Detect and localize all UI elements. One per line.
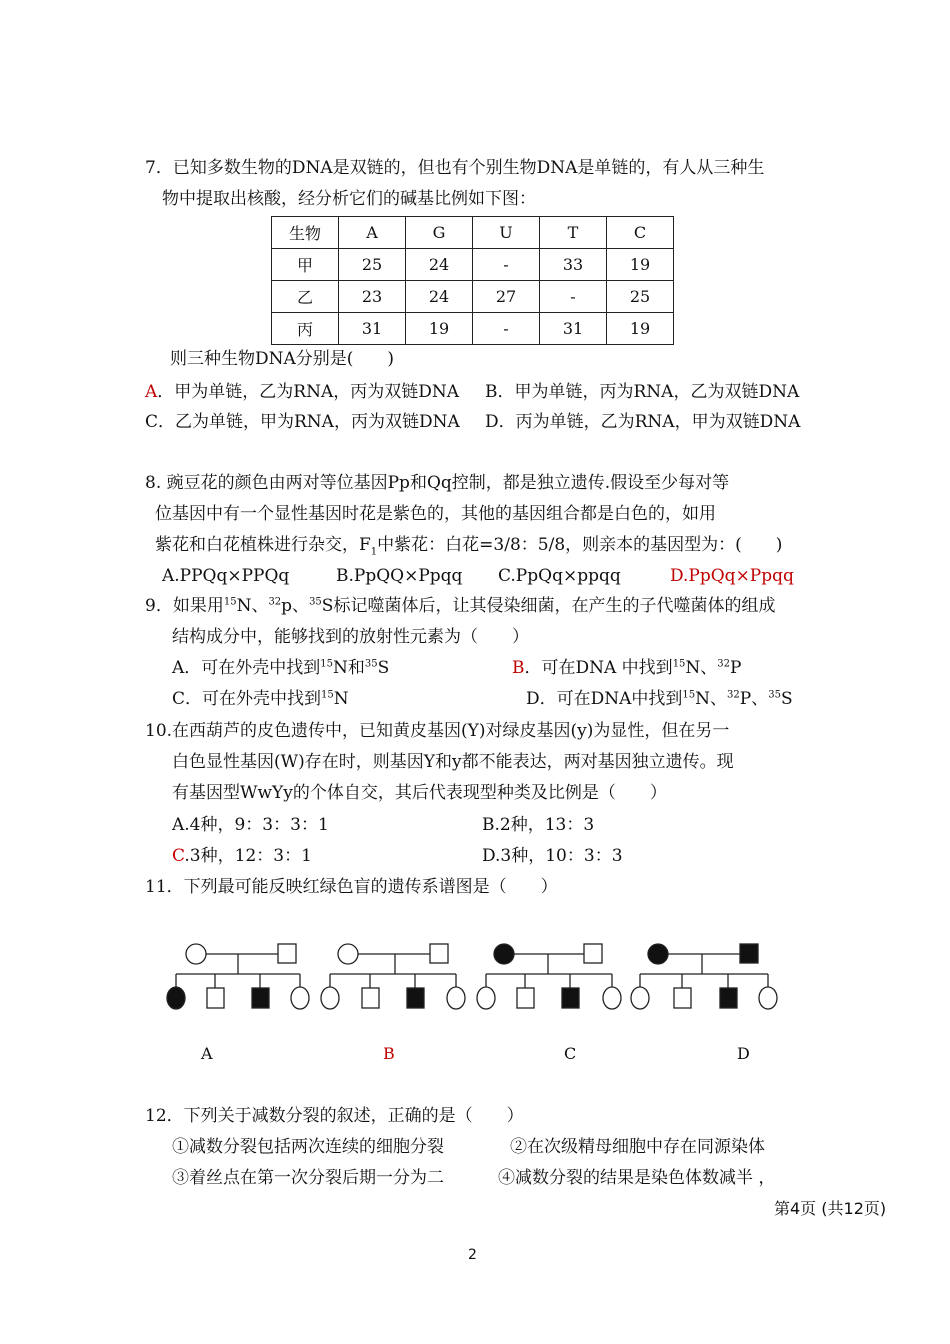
table-cell: 丙 bbox=[272, 313, 339, 345]
q12-item-1: ①减数分裂包括两次连续的细胞分裂 bbox=[172, 1137, 444, 1157]
q9-options-cd bbox=[172, 687, 793, 711]
table-cell: 24 bbox=[406, 281, 473, 313]
superscript-35: 35 bbox=[309, 596, 322, 608]
q8-option-c: C.PpQq×ppqq bbox=[498, 566, 621, 586]
male-normal-icon bbox=[430, 944, 448, 963]
pedigree-a bbox=[167, 944, 309, 1009]
pedigree-charts bbox=[160, 930, 785, 1020]
male-normal-icon bbox=[207, 988, 224, 1008]
table-cell: - bbox=[540, 281, 607, 313]
q8-option-a: A.PPQq×PPQq bbox=[162, 566, 290, 586]
table-header-cell: C bbox=[607, 217, 674, 249]
male-normal-icon bbox=[278, 944, 296, 963]
table-header-cell: A bbox=[339, 217, 406, 249]
q7-option-a-letter: A bbox=[145, 382, 158, 402]
q9-line1-part3: p、 bbox=[281, 596, 310, 616]
q9-line2: 结构成分中，能够找到的放射性元素为（ ） bbox=[172, 627, 529, 647]
q12-item-4: ④减数分裂的结果是染色体数减半 ， bbox=[498, 1168, 776, 1188]
q9-option-d-part4: S bbox=[780, 689, 793, 709]
q10-option-c-letter: C bbox=[172, 846, 185, 866]
q12-item-3: ③着丝点在第一次分裂后期一分为二 bbox=[172, 1168, 444, 1188]
q10-line2: 白色显性基因(W)存在时，则基因Y和y都不能表达，两对基因独立遗传。现 bbox=[172, 752, 734, 772]
male-normal-icon bbox=[584, 944, 602, 963]
female-normal-icon bbox=[338, 944, 358, 964]
superscript-32: 32 bbox=[268, 596, 282, 608]
q9-line1-part4: S标记噬菌体后，让其侵染细菌，在产生的子代噬菌体的组成 bbox=[321, 596, 776, 616]
table-cell: 25 bbox=[607, 281, 674, 313]
superscript-15: 15 bbox=[321, 689, 334, 701]
table-cell: 31 bbox=[339, 313, 406, 345]
female-affected-icon bbox=[167, 987, 185, 1009]
male-affected-icon bbox=[740, 944, 758, 963]
q7-line1: 7．已知多数生物的DNA是双链的，但也有个别生物DNA是单链的，有人从三种生 bbox=[145, 158, 765, 178]
q7-option-a: ．甲为单链，乙为RNA，丙为双链DNA bbox=[157, 382, 460, 402]
male-affected-icon bbox=[720, 988, 737, 1008]
pedigree-b bbox=[321, 944, 465, 1009]
q12-line1: 12．下列关于减数分裂的叙述，正确的是（ ） bbox=[145, 1106, 524, 1126]
q12-item-2: ②在次级精母细胞中存在同源染体 bbox=[510, 1137, 765, 1157]
superscript-15: 15 bbox=[320, 658, 334, 670]
pedigree-label-b: B bbox=[383, 1044, 395, 1063]
q7-stem: 则三种生物DNA分别是( ) bbox=[170, 349, 395, 369]
page-number: 2 bbox=[468, 1247, 477, 1263]
q8-line3 bbox=[155, 533, 782, 557]
male-normal-icon bbox=[362, 988, 379, 1008]
table-header-row bbox=[272, 217, 674, 249]
q9-option-a: A．可在外壳中找到 bbox=[172, 658, 321, 678]
page-info: 第4页 (共12页) bbox=[774, 1199, 887, 1218]
q9-option-d-part2: N、 bbox=[695, 689, 728, 709]
table-cell: 33 bbox=[540, 249, 607, 281]
male-normal-icon bbox=[674, 988, 691, 1008]
table-cell: 乙 bbox=[272, 281, 339, 313]
female-normal-icon bbox=[447, 987, 465, 1009]
male-affected-icon bbox=[562, 988, 579, 1008]
pedigree-c bbox=[477, 944, 621, 1009]
q9-option-d bbox=[526, 687, 793, 711]
q10-option-b: B.2种，13：3 bbox=[482, 815, 595, 835]
female-affected-icon bbox=[494, 944, 514, 964]
q9-line1-part2: N、 bbox=[236, 596, 269, 616]
male-affected-icon bbox=[252, 988, 269, 1008]
q10-option-c: .3种，12：3：1 bbox=[184, 846, 312, 866]
superscript-15: 15 bbox=[672, 658, 686, 670]
female-normal-icon bbox=[291, 987, 309, 1009]
superscript-32: 32 bbox=[727, 689, 740, 701]
q8-option-d: D.PpQq×Ppqq bbox=[670, 566, 794, 586]
q8-line3-part2: 中紫花：白花=3/8：5/8，则亲本的基因型为：( ) bbox=[377, 535, 783, 555]
q10-option-d: D.3种，10：3：3 bbox=[482, 846, 623, 866]
q7-line2: 物中提取出核酸，经分析它们的碱基比例如下图： bbox=[162, 189, 536, 209]
table-header-cell: U bbox=[473, 217, 540, 249]
table-cell: 27 bbox=[473, 281, 540, 313]
pedigree-label-d: D bbox=[737, 1044, 750, 1063]
q9-option-a-part2: N和 bbox=[333, 658, 365, 678]
pedigree-label-a: A bbox=[201, 1044, 213, 1063]
table-cell: 23 bbox=[339, 281, 406, 313]
superscript-32: 32 bbox=[717, 658, 731, 670]
superscript-15: 15 bbox=[223, 596, 237, 608]
table-cell: 甲 bbox=[272, 249, 339, 281]
q10-options-cd bbox=[172, 844, 623, 868]
female-affected-icon bbox=[648, 944, 668, 964]
pedigree-d bbox=[631, 944, 777, 1009]
q7-option-b: B．甲为单链，丙为RNA，乙为双链DNA bbox=[485, 382, 800, 402]
q9-option-d-part3: P、 bbox=[739, 689, 769, 709]
q10-line3: 有基因型WwYy的个体自交，其后代表现型种类及比例是（ ） bbox=[172, 783, 667, 803]
q7-option-d: D．丙为单链，乙为RNA，甲为双链DNA bbox=[485, 412, 801, 432]
table-cell: 31 bbox=[540, 313, 607, 345]
male-affected-icon bbox=[407, 988, 424, 1008]
female-normal-icon bbox=[477, 987, 495, 1009]
superscript-35: 35 bbox=[768, 689, 781, 701]
table-row bbox=[272, 313, 674, 345]
q8-line1: 8. 豌豆花的颜色由两对等位基因Pp和Qq控制，都是独立遗传.假设至少每对等 bbox=[145, 473, 730, 493]
base-ratio-table bbox=[271, 216, 674, 345]
q11-line1: 11．下列最可能反映红绿色盲的遗传系谱图是（ ） bbox=[145, 877, 558, 897]
q7-options-ab bbox=[145, 380, 800, 404]
q8-line3-part1: 紫花和白花植株进行杂交，F bbox=[155, 535, 371, 555]
q9-option-b bbox=[512, 656, 741, 680]
q10-options-ab bbox=[172, 813, 595, 837]
q9-option-d-part1: D．可在DNA中找到 bbox=[526, 689, 683, 709]
table-cell: 19 bbox=[406, 313, 473, 345]
q12-items-12 bbox=[172, 1135, 765, 1159]
q9-line1-part1: 9．如果用 bbox=[145, 596, 224, 616]
table-row bbox=[272, 249, 674, 281]
q9-option-b-part2: N、 bbox=[685, 658, 718, 678]
table-cell: 25 bbox=[339, 249, 406, 281]
q8-options bbox=[162, 564, 794, 588]
male-normal-icon bbox=[517, 988, 534, 1008]
table-header-cell: 生物 bbox=[272, 217, 339, 249]
table-cell: - bbox=[473, 249, 540, 281]
q12-items-34 bbox=[172, 1166, 776, 1190]
q7-option-c: C．乙为单链，甲为RNA，丙为双链DNA bbox=[145, 412, 460, 432]
table-cell: - bbox=[473, 313, 540, 345]
table-cell: 19 bbox=[607, 249, 674, 281]
q8-option-b: B.PpQQ×Ppqq bbox=[336, 566, 463, 586]
superscript-35: 35 bbox=[364, 658, 378, 670]
q9-option-c-part2: N bbox=[333, 689, 349, 709]
female-normal-icon bbox=[759, 987, 777, 1009]
superscript-15: 15 bbox=[682, 689, 696, 701]
table-row bbox=[272, 281, 674, 313]
table-header-cell: T bbox=[540, 217, 607, 249]
q9-option-a-part3: S bbox=[377, 658, 390, 678]
q9-option-b-part1: ．可在DNA 中找到 bbox=[524, 658, 673, 678]
pedigree-label-c: C bbox=[564, 1044, 577, 1063]
female-normal-icon bbox=[631, 987, 649, 1009]
q9-options-ab bbox=[172, 656, 742, 680]
table-cell: 19 bbox=[607, 313, 674, 345]
q10-option-a: A.4种，9：3：3：1 bbox=[172, 815, 329, 835]
q9-option-c: C．可在外壳中找到 bbox=[172, 689, 322, 709]
q9-option-b-letter: B bbox=[512, 658, 525, 678]
q9-option-b-part3: P bbox=[730, 658, 742, 678]
table-header-cell: G bbox=[406, 217, 473, 249]
q7-options-cd bbox=[145, 410, 801, 434]
female-normal-icon bbox=[603, 987, 621, 1009]
q10-line1: 10.在西葫芦的皮色遗传中，已知黄皮基因(Y)对绿皮基因(y)为显性，但在另一 bbox=[145, 721, 730, 741]
female-normal-icon bbox=[186, 944, 206, 964]
female-normal-icon bbox=[321, 987, 339, 1009]
table-cell: 24 bbox=[406, 249, 473, 281]
q9-line1 bbox=[145, 594, 775, 618]
q8-line2: 位基因中有一个显性基因时花是紫色的，其他的基因组合都是白色的，如用 bbox=[155, 504, 716, 524]
q8-line3-subscript: 1 bbox=[370, 546, 378, 558]
